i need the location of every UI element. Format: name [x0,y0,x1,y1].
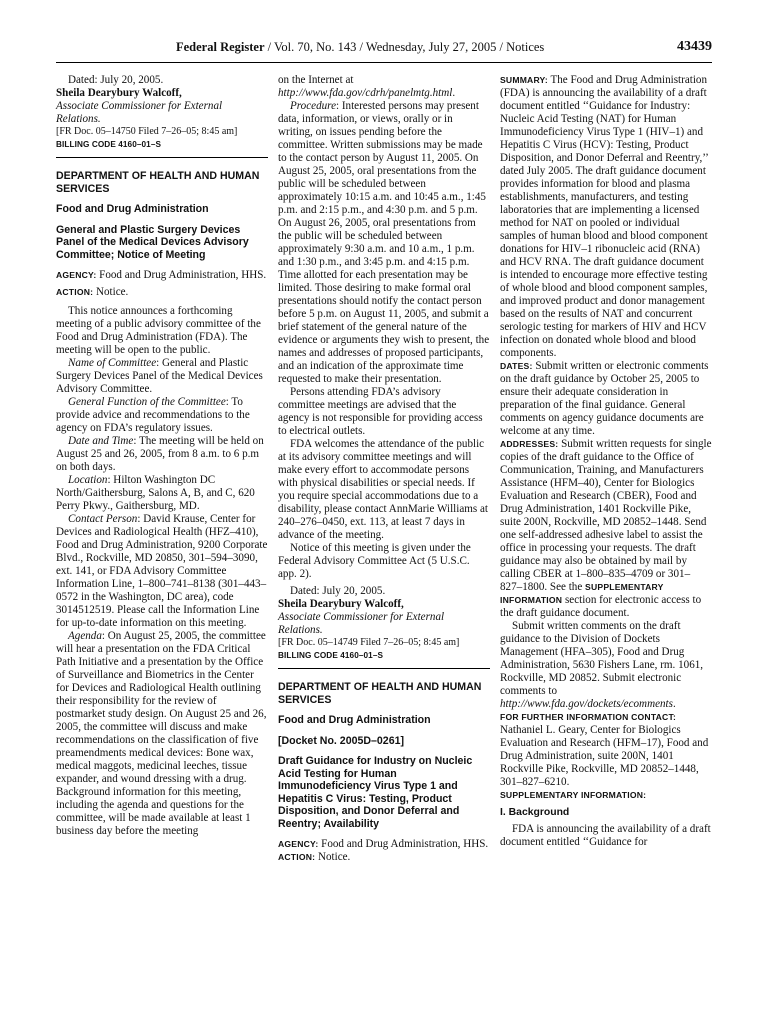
summary-paragraph [500,74,712,360]
section-divider [56,157,268,158]
addresses-text: Submit written requests for single copies of the draft guidance to the Office of Communication, Training, and Manufacturers Assistance (HFM–40), Center for Biologics Evaluation and Research (CBER), Food and Drug Administration, 1401 Rockville Pike, suite 200N, Rockville, MD 20852–1448. Send one self-addressed adhesive label to assist the office in processing your requests. The draft guidance may also be obtained by mail by calling CBER at 1–800–835–4709 or 301–827–1800. See the [500,438,712,593]
location-label: Location [68,474,108,486]
header-rule [56,62,712,63]
docket-number: [Docket No. 2005D–0261] [278,734,405,747]
attendance-paragraph: Persons attending FDA’s advisory committee meetings are advised that the agency is not responsible for providing access to electrical outlets. [278,386,483,437]
action-line [278,851,490,864]
publication-name: Federal Register [176,40,265,54]
background-paragraph: FDA is announcing the availability of a draft document entitled ‘‘Guidance for [500,823,711,848]
signer-name: Sheila Dearybury Walcoff, [56,87,182,99]
submit-comments-text: Submit written comments on the draft guidance to the Division of Dockets Management (HFA–305), Food and Drug Administration, 5630 Fishers Lane, rm. 1061, Rockville, MD 20852. Submit electronic comments to [500,620,704,697]
column-3 [500,74,712,849]
column-1 [56,74,268,838]
agency-label: AGENCY: [278,839,319,849]
supplementary-info-heading [500,789,712,802]
agenda-label: Agenda [68,630,102,642]
ecomments-link[interactable]: http://www.fda.gov/dockets/ecomments [500,698,673,710]
contact-paragraph [56,513,268,630]
agency-label: AGENCY: [56,270,97,280]
contact-label: Contact Person [68,513,138,525]
contact-text: Nathaniel L. Geary, Center for Biologics Evaluation and Research (HFM–17), Food and Drug Administration, suite 200N, 1401 Rockville Pike, Rockville, MD 20852–1448, 301–827–6210. [500,724,709,788]
action-value: Notice. [95,286,129,298]
procedure-label: Procedure [290,100,336,112]
submit-comments-end: . [672,698,676,710]
contact-paragraph [500,711,712,789]
header-citation [176,40,544,55]
function-text: : To provide advice and recommendations to the agency on FDA’s regulatory issues. [56,396,250,434]
signer-title: Associate Commissioner for External Relations. [56,100,223,125]
summary-label: SUMMARY: [500,75,548,85]
committee-name-text: : General and Plastic Surgery Devices Panel of the Medical Devices Advisory Committee. [56,357,263,395]
committee-name-paragraph [56,357,268,396]
agenda-paragraph [56,630,268,838]
billing-code: BILLING CODE 4160–01–S [56,140,162,149]
dated-line: Dated: July 20, 2005. [290,585,386,597]
page-header [56,40,712,60]
panel-meeting-link[interactable]: http://www.fda.gov/cdrh/panelmtg.html [278,87,453,99]
date-time-label: Date and Time [68,435,134,447]
issue-details: / Vol. 70, No. 143 / Wednesday, July 27, 2005 / Notices [264,40,545,54]
agency-heading: Food and Drug Administration [56,203,209,215]
action-line [56,286,268,299]
action-label: ACTION: [278,852,316,862]
function-paragraph [56,396,268,435]
agenda-text: : On August 25, 2005, the committee will hear a presentation on the FDA Critical Path Initiative and a presentation by the Office of Surveillance and Biometrics in the Center for Devices and Radiological Health outlining their responsibility for the review of postmarket study design. On August 25 and 26, 2005, the committee will discuss and make recommendations on the classification of five preamendments medical devices: Bone wax, medical maggots, medicinal leeches, tissue expander, and wound dressing with a drug. Background information for this meeting, including the agenda and questions for the committee, will be made available at least 1 business day before the meeting [56,630,267,837]
action-value: Notice. [317,851,351,863]
addresses-label: ADDRESSES: [500,439,559,449]
submit-comments-paragraph [500,620,712,711]
intro-paragraph: This notice announces a forthcoming meeting of a public advisory committee of the Food and Drug Administration (FDA). The meeting will be open to the public. [56,305,261,356]
signer-title: Associate Commissioner for External Relations. [278,611,445,636]
action-label: ACTION: [56,287,94,297]
contact-text: : David Krause, Center for Devices and Radiological Health (HFZ–410), Food and Drug Administration, 9200 Corporate Blvd., Rockville, MD 20850, 301–594–3090, ext. 141, or FDA Advisory Committee Information Line, 1–800–741–8138 (301–443–0572 in the Washington, DC area), code 3014512519. Please call the Information Line for up-to-date information on this meeting. [56,513,268,629]
section-divider [278,668,490,669]
dates-label: DATES: [500,361,533,371]
notice-title: Draft Guidance for Industry on Nucleic Acid Testing for Human Immunodeficiency Virus Type 1 and Hepatitis C Virus: Testing, Product Disposition, and Donor Deferral and Reentry; Availability [278,755,473,830]
billing-code: BILLING CODE 4160–01–S [278,651,384,660]
internet-paragraph [278,74,490,100]
fr-doc-line: [FR Doc. 05–14750 Filed 7–26–05; 8:45 am] [56,126,238,137]
agency-value: Food and Drug Administration, HHS. [321,838,489,850]
agency-value: Food and Drug Administration, HHS. [99,269,267,281]
dates-text: Submit written or electronic comments on the draft guidance by October 25, 2005 to ensure their adequate consideration in preparation of the final guidance. General comments on agency guidance documents are welcome at any time. [500,360,709,437]
supplementary-label: SUPPLEMENTARY INFORMATION: [500,790,647,800]
committee-name-label: Name of Committee [68,357,157,369]
notice-title: General and Plastic Surgery Devices Panel of the Medical Devices Advisory Committee; Notice of Meeting [56,223,249,261]
procedure-text: : Interested persons may present data, information, or views, orally or in writing, on issues pending before the committee. Written submissions may be made to the contact person by August 11, 2005. On August 25, 2005, oral presentations from the public will be scheduled between approximately 10:15 a.m. and 10:45 a.m., 1:45 p.m. and 2:15 p.m., and 4:30 p.m. and 5 p.m. On August 26, 2005, oral presentations from the public will be scheduled between approximately 9:30 a.m. and 10 a.m., 1 p.m. and 1:30 p.m., and 3:45 p.m. and 4:15 p.m. Time allotted for each presentation may be limited. Those desiring to make formal oral presentations should notify the contact person before 5 p.m. on August 11, 2005, and submit a brief statement of the general nature of the evidence or arguments they wish to present, the names and addresses of proposed participants, and an indication of the approximate time requested to make their presentation. [278,100,490,385]
signer-name: Sheila Dearybury Walcoff, [278,598,404,610]
agency-heading: Food and Drug Administration [278,714,431,726]
contact-label: FOR FURTHER INFORMATION CONTACT: [500,712,677,722]
addresses-paragraph [500,438,712,620]
internet-end: . [452,87,456,99]
date-time-text: : The meeting will be held on August 25 and 26, 2005, from 8 a.m. to 6 p.m on both days. [56,435,264,473]
internet-text: on the Internet at [278,74,354,86]
dates-paragraph [500,360,712,438]
procedure-paragraph [278,100,490,386]
fr-doc-line: [FR Doc. 05–14749 Filed 7–26–05; 8:45 am] [278,637,460,648]
column-2 [278,74,490,864]
location-paragraph [56,474,268,513]
department-heading: DEPARTMENT OF HEALTH AND HUMAN SERVICES [56,170,260,195]
background-heading: I. Background [500,807,570,818]
date-time-paragraph [56,435,268,474]
agency-line [56,269,268,282]
department-heading: DEPARTMENT OF HEALTH AND HUMAN SERVICES [278,681,482,706]
accommodation-paragraph: FDA welcomes the attendance of the public at its advisory committee meetings and will make every effort to accommodate persons with physical disabilities or special needs. If you require special accommodations due to a disability, please contact AnnMarie Williams at 240–276–0450, ext. 113, at least 7 days in advance of the meeting. [278,438,488,541]
page-number: 43439 [677,39,712,54]
summary-text: The Food and Drug Administration (FDA) is announcing the availability of a draft document entitled ‘‘Guidance for Industry: Nucleic Acid Testing (NAT) for Human Immunodeficiency Virus Type 1 (HIV–1) and Hepatitis C Virus (HCV): Testing, Product Disposition, and Donor Deferral and Reentry,’’ dated July 2005. The draft guidance document provides information for blood and plasma establishments, manufacturers, and testing laboratories that are implementing a licensed method for NAT on pooled or individual samples of human blood and blood component donations for HIV–1 ribonucleic acid (RNA) and HCV RNA. The draft guidance document is intended to encourage more effective testing of whole blood and blood component samples, and improved product and donor management based on the results of NAT and concurrent serologic testing for markers of HIV and HCV infection on donated whole blood and blood components. [500,74,709,359]
location-text: : Hilton Washington DC North/Gaithersburg, Salons A, B, and C, 620 Perry Pkwy., Gaithersburg, MD. [56,474,255,512]
addresses-text-end: section for electronic access to the draft guidance document. [500,594,702,619]
supplementary-reference: SUPPLEMENTARY INFORMATION [500,582,664,605]
function-label: General Function of the Committee [68,396,226,408]
agency-line [278,838,490,851]
dated-line: Dated: July 20, 2005. [68,74,164,86]
notice-paragraph: Notice of this meeting is given under the Federal Advisory Committee Act (5 U.S.C. app. 2). [278,542,471,580]
